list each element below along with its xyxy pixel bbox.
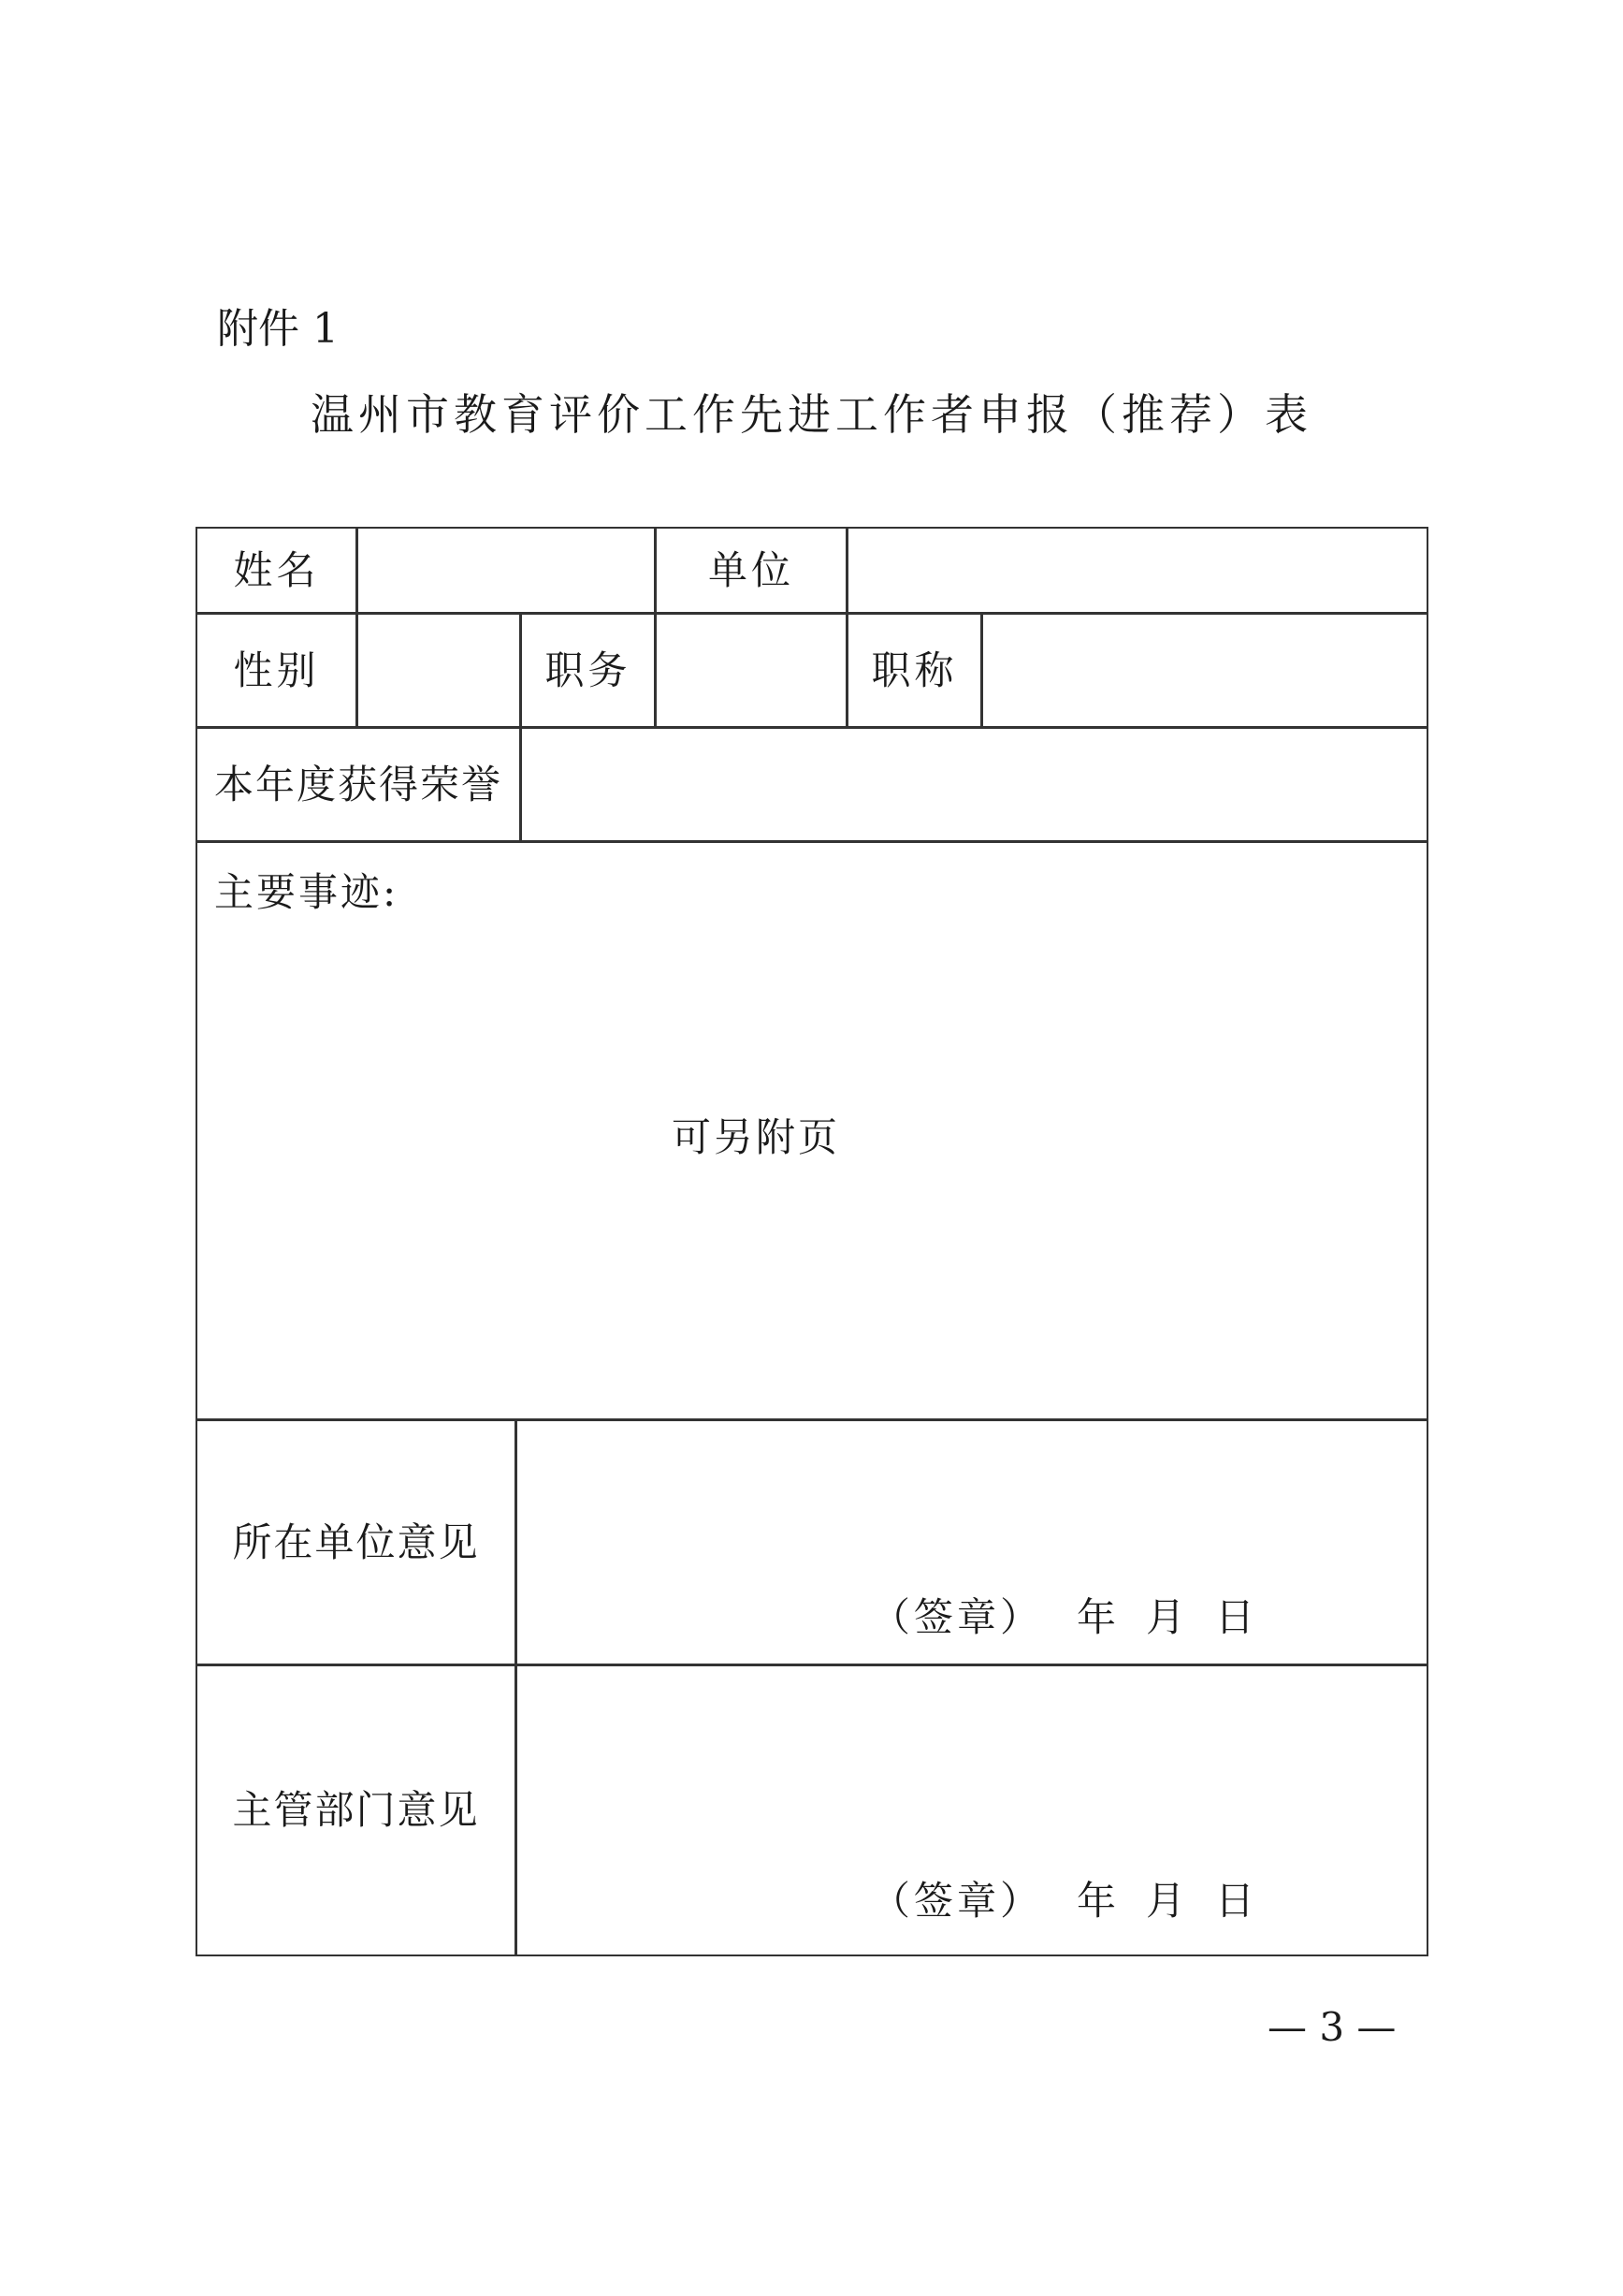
document-title: 温州市教育评价工作先进工作者申报（推荐）表 [311,389,1312,440]
unit-label: 单位 [707,546,794,593]
year-text: 年 [1076,1594,1120,1640]
gender-label: 性别 [233,647,320,693]
dept-signature-line [870,1878,1258,1924]
duty-input-cell[interactable] [655,613,848,728]
page-number: — 3 — [1268,2004,1397,2050]
gender-input-cell[interactable] [356,613,521,728]
dept-opinion-label: 主管部门意见 [232,1787,480,1833]
honors-label-cell [196,727,521,842]
unit-signature-line [870,1594,1258,1640]
day-text: 日 [1214,1594,1258,1640]
duty-label: 职务 [544,647,631,693]
seal-text: （签章） [870,1878,1043,1924]
month-text: 月 [1145,1878,1189,1924]
honors-label: 本年度获得荣誉 [213,761,502,807]
application-form [196,528,1428,1950]
name-label: 姓名 [233,546,320,593]
year-text: 年 [1076,1878,1120,1924]
gender-label-cell [196,613,357,728]
name-label-cell [196,527,357,614]
title-label: 职称 [871,647,958,693]
honors-input-cell[interactable] [520,727,1428,842]
unit-label-cell [655,527,848,614]
seal-text: （签章） [870,1594,1043,1640]
dept-opinion-input-cell[interactable] [515,1664,1428,1956]
deeds-label: 主要事迹: [214,869,399,915]
duty-label-cell [520,613,656,728]
day-text: 日 [1214,1878,1258,1924]
deeds-cell[interactable] [196,841,1428,1420]
unit-opinion-label-cell [196,1419,516,1665]
title-label-cell [847,613,982,728]
attachment-label: 附件 1 [217,305,339,353]
unit-opinion-input-cell[interactable] [515,1419,1428,1665]
deeds-note: 可另附页 [672,1114,841,1160]
dept-opinion-label-cell [196,1664,516,1956]
month-text: 月 [1145,1594,1189,1640]
unit-input-cell[interactable] [847,527,1428,614]
name-input-cell[interactable] [356,527,656,614]
unit-opinion-label: 所在单位意见 [232,1519,480,1565]
title-input-cell[interactable] [981,613,1428,728]
